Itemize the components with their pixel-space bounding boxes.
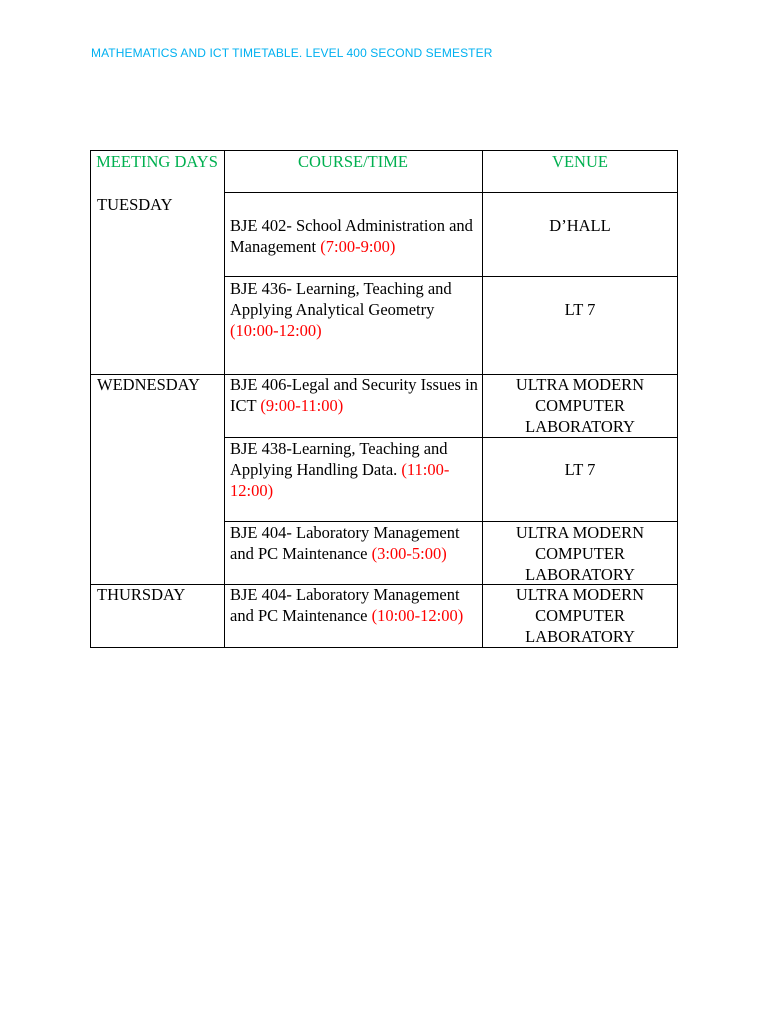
course-time: (11:00-12:00): [230, 460, 450, 500]
day-label: WEDNESDAY: [97, 375, 200, 394]
venue-cell: ULTRA MODERN COMPUTER LABORATORY: [515, 375, 645, 436]
header-meeting-days: MEETING DAYS: [96, 152, 218, 171]
course-cell: [230, 374, 478, 416]
day-label: TUESDAY: [97, 195, 173, 214]
course-name: BJE 402- School Administration and Management: [230, 216, 473, 256]
table-border-right: [677, 150, 678, 648]
course-time: (9:00-11:00): [260, 396, 344, 415]
course-time: (10:00-12:00): [371, 606, 464, 625]
venue-cell: ULTRA MODERN COMPUTER LABORATORY: [515, 523, 645, 584]
course-cell: [230, 522, 480, 564]
course-cell: [230, 438, 478, 501]
table-border-left: [90, 150, 91, 648]
course-time: (7:00-9:00): [320, 237, 396, 256]
course-name: BJE 404- Laboratory Management and PC Maintenance: [230, 585, 460, 625]
course-name: BJE 406-Legal and Security Issues in ICT: [230, 375, 478, 415]
page-header: MATHEMATICS AND ICT TIMETABLE. LEVEL 400 SECOND SEMESTER: [91, 46, 493, 60]
header-venue: VENUE: [552, 152, 608, 171]
course-cell: [230, 584, 480, 626]
course-time: (3:00-5:00): [371, 544, 447, 563]
venue-cell: LT 7: [564, 460, 596, 479]
header-course-time: COURSE/TIME: [297, 152, 408, 171]
venue-cell: D’HALL: [549, 216, 611, 235]
venue-cell: LT 7: [564, 300, 596, 319]
course-time: (10:00-12:00): [230, 321, 322, 340]
venue-cell: ULTRA MODERN COMPUTER LABORATORY: [515, 585, 645, 646]
day-label: THURSDAY: [97, 585, 186, 604]
row-divider: [224, 276, 678, 277]
course-cell: [230, 215, 478, 257]
row-divider: [224, 192, 678, 193]
column-divider: [482, 150, 483, 648]
table-border-bottom: [90, 647, 678, 648]
timetable: [90, 150, 678, 648]
course-name: BJE 436- Learning, Teaching and Applying Analytical Geometry: [230, 279, 452, 319]
course-name: BJE 404- Laboratory Management and PC Maintenance: [230, 523, 460, 563]
course-cell: [230, 278, 478, 341]
column-divider: [224, 150, 225, 648]
course-name: BJE 438-Learning, Teaching and Applying Handling Data.: [230, 439, 448, 479]
